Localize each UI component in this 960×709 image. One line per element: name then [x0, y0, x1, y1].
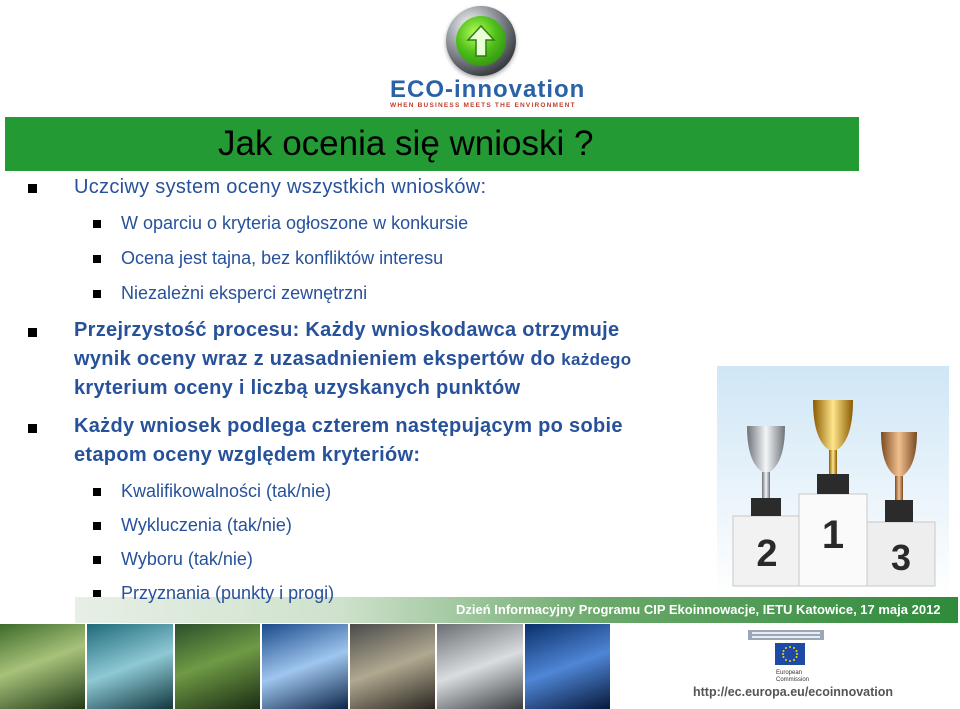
slide-title: Jak ocenia się wnioski ?: [218, 124, 594, 163]
bullet-1-sub-3: Niezależni eksperci zewnętrzni: [121, 283, 368, 303]
bullet-1-text: Uczciwy system oceny wszystkich wniosków:: [74, 176, 487, 198]
square-bullet-icon: [93, 220, 101, 228]
bullet-1-sub-2: Ocena jest tajna, bez konfliktów interesu: [121, 248, 444, 268]
square-bullet-icon: [28, 184, 37, 193]
bullet-3-sub-4: Przyznania (punkty i progi): [121, 583, 335, 603]
commission-building-icon: [748, 628, 824, 640]
bullet-1-sub-1: W oparciu o kryteria ogłoszone w konkursie: [121, 213, 469, 233]
square-bullet-icon: [93, 556, 101, 564]
logo-tagline: WHEN BUSINESS MEETS THE ENVIRONMENT: [390, 102, 576, 109]
photo-strip: [0, 624, 612, 709]
square-bullet-icon: [93, 522, 101, 530]
eu-flag-icon: [775, 643, 805, 665]
bullet-3-line-2: etapom oceny względem kryteriów:: [74, 444, 421, 466]
bullet-3-sub-3: Wyboru (tak/nie): [121, 549, 253, 569]
square-bullet-icon: [93, 488, 101, 496]
bullet-3-line-1: Każdy wniosek podlega czterem następującym po sobie: [74, 415, 623, 437]
podium-label-3: 3: [890, 537, 912, 578]
square-bullet-icon: [93, 290, 101, 298]
ecoinnovation-url[interactable]: http://ec.europa.eu/ecoinnovation: [693, 685, 894, 699]
trophy-podium-illustration: [717, 366, 949, 598]
logo-brand: ECO-innovation: [390, 76, 586, 103]
footer-event-text: Dzień Informacyjny Programu CIP Ekoinnowacje, IETU Katowice, 17 maja 2012: [456, 602, 941, 617]
square-bullet-icon: [28, 424, 37, 433]
bullet-3-sub-2: Wykluczenia (tak/nie): [121, 515, 292, 535]
bullet-2-line-1: Przejrzystość procesu: Każdy wnioskodawca otrzymuje: [74, 319, 620, 341]
eu-commission-label: European Commission: [776, 670, 810, 683]
bullet-2-line-3: kryterium oceny i liczbą uzyskanych punktów: [74, 377, 521, 399]
up-arrow-icon: [466, 24, 496, 58]
bullet-3-sub-1: Kwalifikowalności (tak/nie): [121, 481, 332, 501]
square-bullet-icon: [93, 255, 101, 263]
podium-label-2: 2: [756, 533, 778, 575]
trophies-photo: [717, 366, 949, 598]
podium-label-1: 1: [821, 513, 845, 557]
square-bullet-icon: [28, 328, 37, 337]
bullet-2-line-2: wynik oceny wraz z uzasadnieniem ekspertów do każdego: [74, 348, 632, 370]
